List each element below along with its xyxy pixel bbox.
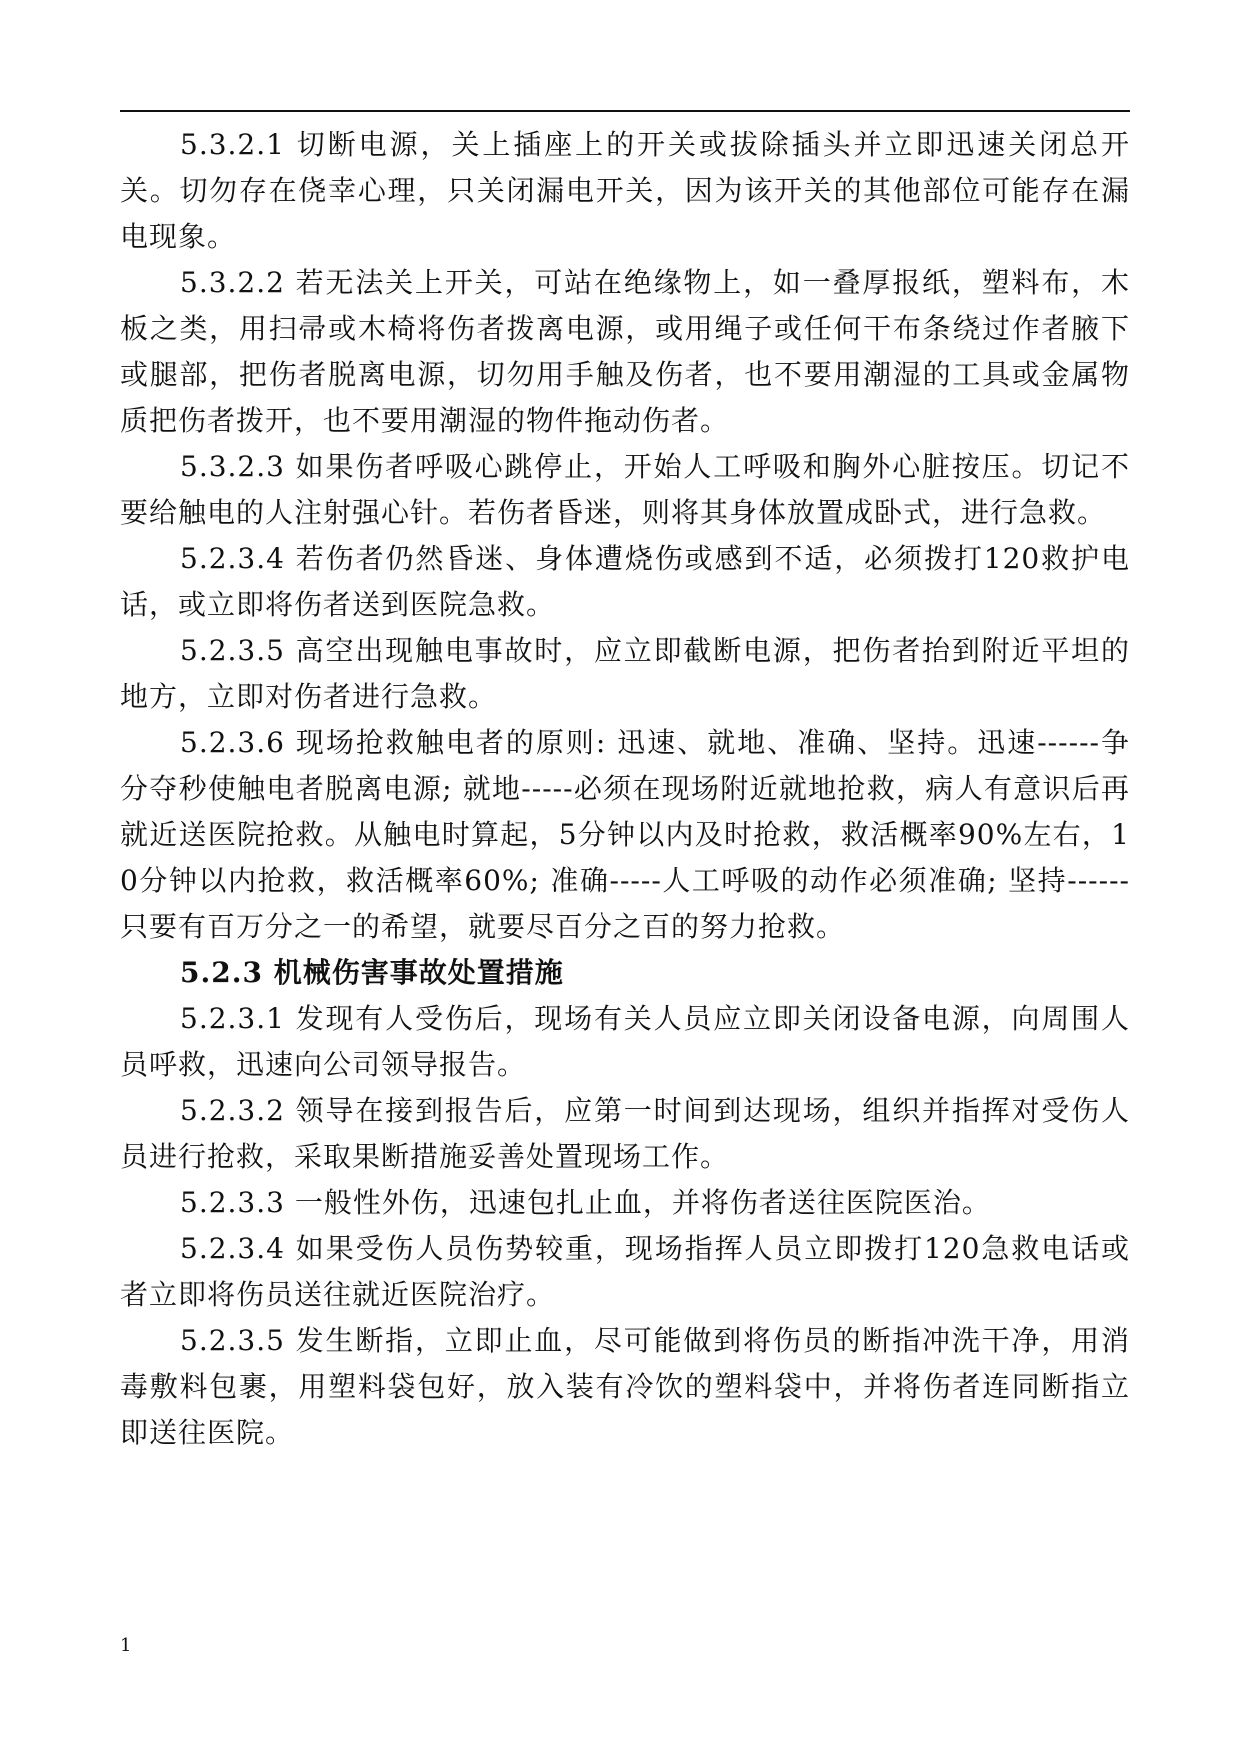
paragraph-5-3-2-3: 5.3.2.3 如果伤者呼吸心跳停止，开始人工呼吸和胸外心脏按压。切记不要给触电的人注射强心针。若伤者昏迷，则将其身体放置成卧式，进行急救。	[120, 450, 1130, 529]
paragraph-5-2-3-2: 5.2.3.2 领导在接到报告后，应第一时间到达现场，组织并指挥对受伤人员进行抢救，采取果断措施妥善处置现场工作。	[120, 1094, 1130, 1173]
paragraph-5-2-3-4-mechanical: 5.2.3.4 如果受伤人员伤势较重，现场指挥人员立即拨打120急救电话或者立即将伤员送往就近医院治疗。	[120, 1232, 1130, 1311]
paragraph-5-2-3-3: 5.2.3.3 一般性外伤，迅速包扎止血，并将伤者送往医院医治。	[180, 1186, 991, 1219]
header-rule	[120, 110, 1130, 112]
document-body	[120, 122, 1130, 1456]
paragraph-5-2-3-1: 5.2.3.1 发现有人受伤后，现场有关人员应立即关闭设备电源，向周围人员呼救，迅速向公司领导报告。	[120, 1002, 1130, 1081]
paragraph-5-2-3-6: 5.2.3.6 现场抢救触电者的原则: 迅速、就地、准确、坚持。迅速------争分夺秒使触电者脱离电源; 就地-----必须在现场附近就地抢救，病人有意识后再就近送医院抢救。从触电时算起，5分钟以内及时抢救，救活概率90%左右，10分钟以内抢救，救活概率60%; 准确-----人工呼吸的动作必须准确; 坚持------只要有百万分之一的希望，就要尽百分之百的努力抢救。	[120, 726, 1130, 943]
paragraph-5-3-2-2: 5.3.2.2 若无法关上开关，可站在绝缘物上，如一叠厚报纸，塑料布，木板之类，用扫帚或木椅将伤者拨离电源，或用绳子或任何干布条绕过作者腋下或腿部，把伤者脱离电源，切勿用手触及伤者，也不要用潮湿的工具或金属物质把伤者拨开，也不要用潮湿的物件拖动伤者。	[120, 266, 1130, 437]
paragraph-5-3-2-1: 5.3.2.1 切断电源，关上插座上的开关或拔除插头并立即迅速关闭总开关。切勿存在侥幸心理，只关闭漏电开关，因为该开关的其他部位可能存在漏电现象。	[120, 128, 1130, 253]
paragraph-5-2-3-5-electric: 5.2.3.5 高空出现触电事故时，应立即截断电源，把伤者抬到附近平坦的地方，立即对伤者进行急救。	[120, 634, 1130, 713]
section-heading-mechanical-injury: 5.2.3 机械伤害事故处置措施	[180, 956, 564, 989]
paragraph-5-2-3-5-mechanical: 5.2.3.5 发生断指，立即止血，尽可能做到将伤员的断指冲洗干净，用消毒敷料包裹，用塑料袋包好，放入装有冷饮的塑料袋中，并将伤者连同断指立即送往医院。	[120, 1324, 1130, 1449]
paragraph-5-2-3-4-electric: 5.2.3.4 若伤者仍然昏迷、身体遭烧伤或感到不适，必须拨打120救护电话，或立即将伤者送到医院急救。	[120, 542, 1130, 621]
page-number: 1	[120, 1635, 132, 1656]
